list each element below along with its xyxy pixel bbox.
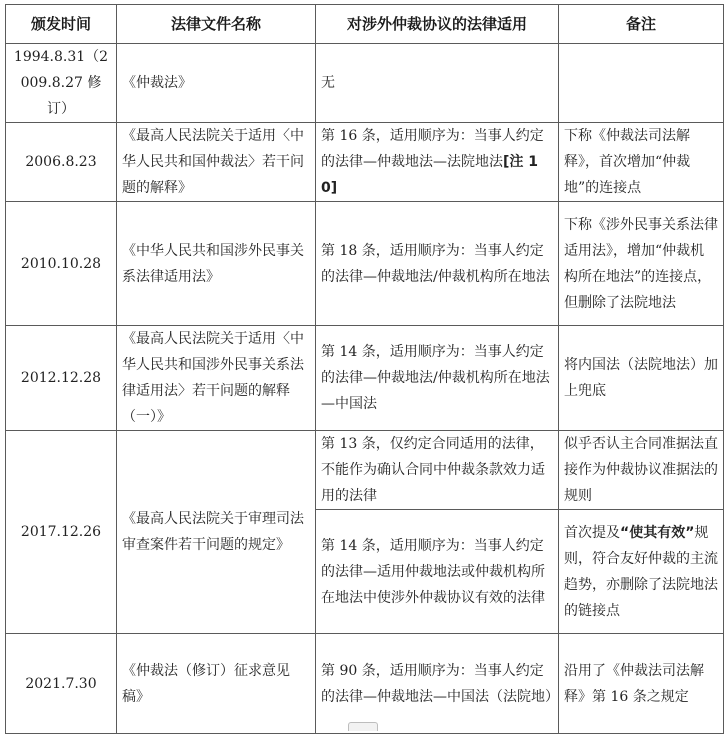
law-cell: 第 90 条，适用顺序为：当事人约定的法律—仲裁地法—中国法（法院地） bbox=[316, 634, 559, 734]
table-row bbox=[6, 431, 724, 510]
law-cell: 第 13 条，仅约定合同适用的法律，不能作为确认合同中仲裁条款效力适用的法律 bbox=[316, 431, 559, 510]
header-row bbox=[6, 5, 724, 44]
note-cell: 似乎否认主合同准据法直接作为仲裁协议准据法的规则 bbox=[559, 431, 724, 510]
law-cell: 第 18 条，适用顺序为：当事人约定的法律—仲裁地法/仲裁机构所在地法 bbox=[316, 202, 559, 326]
name-cell: 《最高人民法院关于适用〈中华人民共和国仲裁法〉若干问题的解释》 bbox=[117, 123, 316, 202]
law-cell: 无 bbox=[316, 44, 559, 123]
law-cell: 第 14 条，适用顺序为：当事人约定的法律—适用仲裁地法或仲裁机构所在地法中使涉外仲裁协议有效的法律 bbox=[316, 510, 559, 634]
name-cell: 《仲裁法（修订）征求意见稿》 bbox=[117, 634, 316, 734]
law-text: 第 16 条，适用顺序为：当事人约定的法律—仲裁地法—法院地法 bbox=[321, 128, 544, 170]
law-cell: 第 14 条，适用顺序为：当事人约定的法律—仲裁地法/仲裁机构所在地法—中国法 bbox=[316, 326, 559, 431]
header-date: 颁发时间 bbox=[6, 5, 117, 44]
date-cell: 2010.10.28 bbox=[6, 202, 117, 326]
date-cell: 2012.12.28 bbox=[6, 326, 117, 431]
name-cell: 《仲裁法》 bbox=[117, 44, 316, 123]
header-law: 对涉外仲裁协议的法律适用 bbox=[316, 5, 559, 44]
note-cell: 下称《仲裁法司法解释》，首次增加“仲裁地”的连接点 bbox=[559, 123, 724, 202]
law-cell bbox=[316, 123, 559, 202]
note-cell: 下称《涉外民事关系法律适用法》，增加“仲裁机构所在地法”的连接点，但删除了法院地法 bbox=[559, 202, 724, 326]
note-text: 首次提及 bbox=[564, 524, 620, 541]
footnote-ref: [注 10] bbox=[321, 154, 539, 196]
header-name: 法律文件名称 bbox=[117, 5, 316, 44]
note-cell bbox=[559, 44, 724, 123]
table-row bbox=[6, 202, 724, 326]
name-cell: 《最高人民法院关于适用〈中华人民共和国涉外民事关系法律适用法〉若干问题的解释（一）》 bbox=[117, 326, 316, 431]
header-note: 备注 bbox=[559, 5, 724, 44]
table-row bbox=[6, 44, 724, 123]
date-cell: 2021.7.30 bbox=[6, 634, 117, 734]
table-row bbox=[6, 123, 724, 202]
note-cell bbox=[559, 510, 724, 634]
law-comparison-table bbox=[5, 4, 724, 734]
name-cell: 《最高人民法院关于审理司法审查案件若干问题的规定》 bbox=[117, 431, 316, 634]
note-cell: 将内国法（法院地法）加上兜底 bbox=[559, 326, 724, 431]
note-cell: 沿用了《仲裁法司法解释》第 16 条之规定 bbox=[559, 634, 724, 734]
table-row bbox=[6, 634, 724, 734]
note-text: 规则，符合友好仲裁的主流趋势，亦删除了法院地法的链接点 bbox=[564, 524, 718, 619]
name-cell: 《中华人民共和国涉外民事关系法律适用法》 bbox=[117, 202, 316, 326]
date-cell: 2006.8.23 bbox=[6, 123, 117, 202]
date-cell: 1994.8.31（2009.8.27 修订） bbox=[6, 44, 117, 123]
date-cell: 2017.12.26 bbox=[6, 431, 117, 634]
emphasized-term: “使其有效” bbox=[620, 524, 695, 541]
table-row bbox=[6, 326, 724, 431]
